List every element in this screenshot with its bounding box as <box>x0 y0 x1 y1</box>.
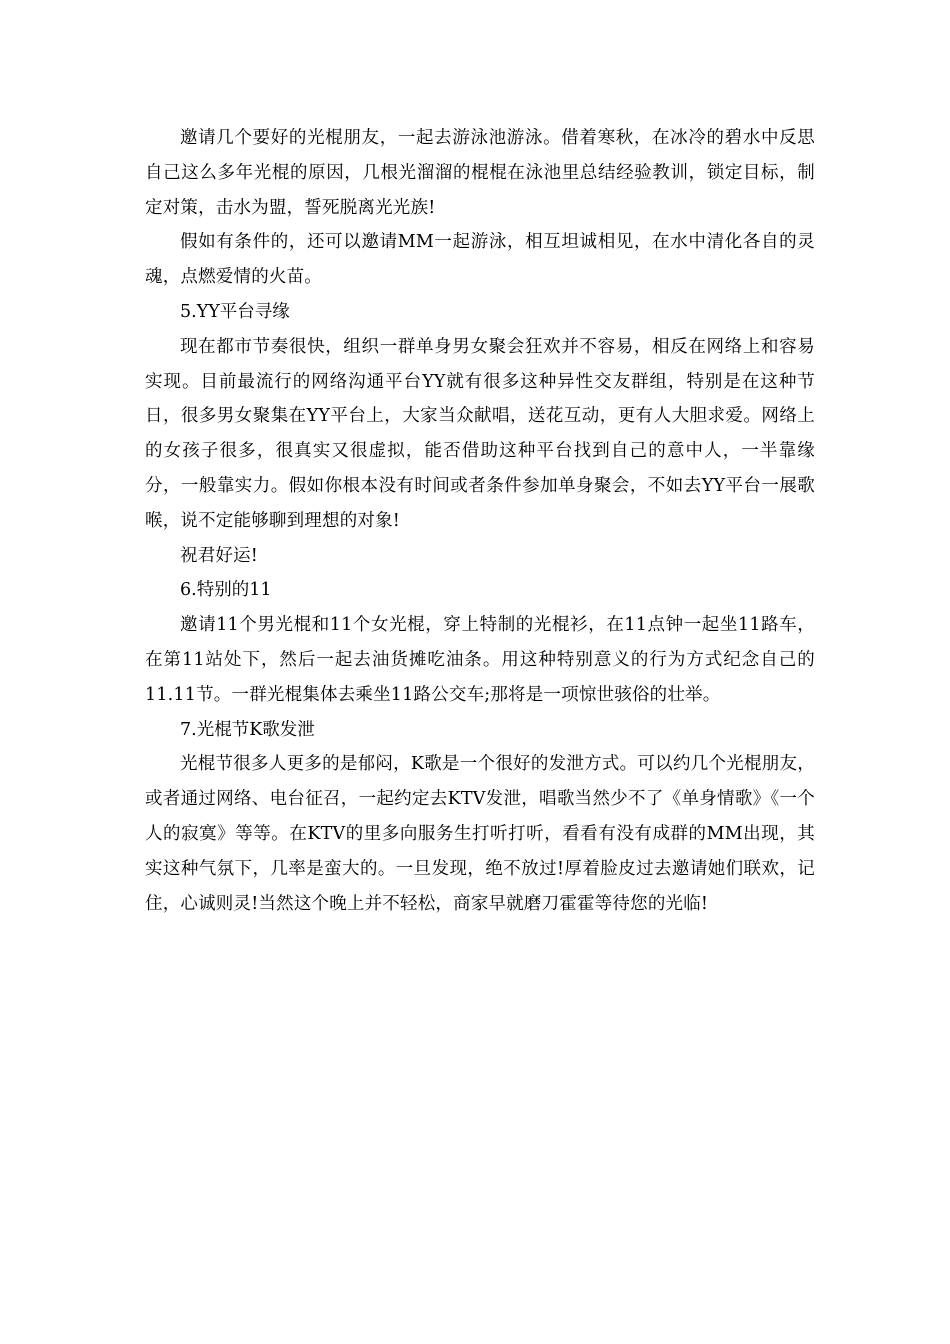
paragraph-yy-platform: 现在都市节奏很快，组织一群单身男女聚会狂欢并不容易，相反在网络上和容易实现。目前最流行的网络沟通平台YY就有很多这种异性交友群组，特别是在这种节日，很多男女聚集在YY平台上，大家当众献唱，送花互动，更有人大胆求爱。网络上的女孩子很多，很真实又很虚拟，能否借助这种平台找到自己的意中人，一半靠缘分，一般靠实力。假如你根本没有时间或者条件参加单身聚会，不如去YY平台一展歌喉，说不定能够聊到理想的对象! <box>145 336 815 531</box>
paragraph-swimming-mm: 假如有条件的，还可以邀请MM一起游泳，相互坦诚相见，在水中清化各自的灵魂，点燃爱情的火苗。 <box>145 232 815 288</box>
section-heading-karaoke: 7.光棍节K歌发泄 <box>180 719 315 740</box>
section-heading-special-11: 6.特别的11 <box>180 580 272 601</box>
article-body <box>145 121 815 921</box>
section-heading-yy: 5.YY平台寻缘 <box>180 301 290 322</box>
paragraph-karaoke: 光棍节很多人更多的是郁闷，K歌是一个很好的发泄方式。可以约几个光棍朋友，或者通过网络、电台征召，一起约定去KTV发泄，唱歌当然少不了《单身情歌》《一个人的寂寞》等等。在KTV的里多向服务生打听打听，看看有没有成群的MM出现，其实这种气氛下，几率是蛮大的。一旦发现，绝不放过!厚着脸皮过去邀请她们联欢，记住，心诚则灵!当然这个晚上并不轻松，商家早就磨刀霍霍等待您的光临! <box>145 754 815 914</box>
paragraph-swimming: 邀请几个要好的光棍朋友，一起去游泳池游泳。借着寒秋，在冰冷的碧水中反思自己这么多年光棍的原因，几根光溜溜的棍棍在泳池里总结经验教训，锁定目标，制定对策，击水为盟，誓死脱离光光族! <box>145 128 815 218</box>
paragraph-good-luck: 祝君好运! <box>180 545 259 566</box>
paragraph-special-11: 邀请11个男光棍和11个女光棍，穿上特制的光棍衫，在11点钟一起坐11路车，在第11站处下，然后一起去油货摊吃油条。用这种特别意义的行为方式纪念自己的11.11节。一群光棍集体去乘坐11路公交车;那将是一项惊世骇俗的壮举。 <box>145 615 815 705</box>
